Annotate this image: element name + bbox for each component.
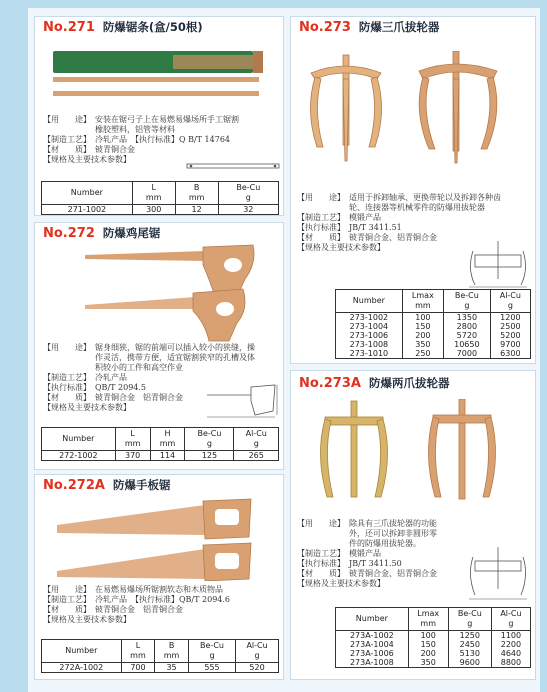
desc-key: 【执行标准】 [297,223,345,232]
desc-line [297,519,533,529]
column-header-label: Number [62,434,95,443]
desc-key: 【规格及主要技术参数】 [297,579,385,588]
desc-key: 【规格及主要技术参数】 [43,403,131,412]
desc-continuation: 作灵活，携带方便，适宜锯割狭窄的孔槽及体 [95,353,255,362]
desc-key: 【用 途】 [43,585,91,594]
column-header [121,640,155,663]
spec-table [41,427,279,461]
desc-value: 在易燃易爆场所锯割软态和木质物品 [95,585,223,594]
table-cell: 150 [402,322,443,331]
product-code: No.273 [299,19,351,35]
column-header-unit: g [245,193,251,202]
column-header-unit: g [508,619,514,628]
column-header [448,608,491,631]
table-cell: 555 [188,663,235,673]
desc-key: 【用 途】 [43,115,91,124]
desc-key: 【制造工艺】 [297,549,345,558]
desc-key: 【制造工艺】 [297,213,345,222]
column-header-label: H [164,429,171,438]
keyhole-saw-sketch [205,371,281,421]
table-cell: 273-1006 [336,331,403,340]
column-header [132,182,175,205]
desc-key: 【材 质】 [43,393,91,402]
table-cell: 150 [408,640,448,649]
column-header-unit: mm [420,619,437,628]
table-cell: 5130 [448,649,491,658]
desc-value: 铍青铜合金、铝青铜合金 [349,233,437,242]
desc-value: 冷轧产品 【执行标准】QB/T 2094.6 [95,595,231,604]
puller-sketch [465,239,533,289]
column-header [175,182,218,205]
table-header-row [42,640,279,663]
table-cell: 200 [408,649,448,658]
column-header-label: Lmax [411,291,434,300]
desc-key: 【规格及主要技术参数】 [43,615,131,624]
table-cell: 100 [408,631,448,641]
desc-key: 【制造工艺】 [43,373,91,382]
table-cell: 350 [402,340,443,349]
column-header-label: Al-Cu [246,641,268,650]
column-header-unit: g [467,619,473,628]
table-row [42,205,279,215]
desc-key: 【制造工艺】 [43,595,91,604]
table-cell: 273A-1006 [336,649,409,658]
table-cell: 4640 [491,649,530,658]
product-card-271 [34,16,284,216]
puller-sketch [465,545,533,601]
table-cell: 273A-1004 [336,640,409,649]
desc-value: JB/T 3411.51 [349,223,402,232]
table-header-row [336,608,531,631]
column-header-label: L [135,641,141,650]
column-header-label: Number [70,188,103,197]
table-cell: 700 [121,663,155,673]
column-header [234,428,279,451]
desc-value: 除具有三爪拔轮器的功能 [349,519,437,528]
table-cell: 520 [236,663,279,673]
desc-key: 【材 质】 [297,233,345,242]
product-title: 防爆锯条(盒/50根) [102,20,203,34]
column-header-label: Lmax [417,609,440,618]
table-row [336,322,531,331]
desc-line [43,595,283,605]
desc-value: 锯身细狭，锯的前端可以插入较小的狭缝，操 [95,343,255,352]
desc-value: 铍青铜合金 [95,145,135,154]
table-cell: 273A-1002 [336,631,409,641]
desc-key: 【用 途】 [43,343,91,352]
column-header-unit: g [209,651,215,660]
column-header-unit: g [464,301,470,310]
desc-key: 【执行标准】 [297,559,345,568]
table-row [336,313,531,323]
table-cell: 35 [155,663,189,673]
desc-line [297,213,533,223]
desc-line [43,115,283,125]
desc-continuation: 积较小的工件和高空作业 [95,363,183,372]
table-cell: 1200 [490,313,530,323]
column-header-label: B [168,641,175,650]
product-header [35,223,160,243]
product-title: 防爆两爪拔轮器 [368,376,450,390]
table-header-row [42,428,279,451]
column-header [336,290,403,313]
column-header [402,290,443,313]
table-cell: 2200 [491,640,530,649]
column-header [42,182,133,205]
desc-value: 模锻产品 [349,549,381,558]
desc-value [95,615,283,625]
product-code: No.272 [43,225,95,241]
table-cell: 9700 [490,340,530,349]
column-header-unit: mm [415,301,431,310]
desc-value: JB/T 3411.50 [349,559,402,568]
column-header [188,640,235,663]
table-row [336,658,531,668]
desc-line [297,223,533,233]
desc-line [43,605,283,615]
table-cell: 7000 [444,349,491,359]
column-header-unit: g [254,651,260,660]
desc-line [43,615,283,625]
column-header-label: L [130,429,135,438]
column-header-unit: mm [145,193,162,202]
table-cell: 32 [218,205,278,215]
column-header [115,428,150,451]
table-cell: 272A-1002 [42,663,122,673]
table-cell: 100 [402,313,443,323]
column-header-unit: g [253,439,259,448]
column-header [42,640,122,663]
spec-table [41,639,279,673]
product-card-273a [290,370,536,680]
spec-table [335,607,531,668]
table-cell: 125 [185,451,234,461]
column-header [42,428,116,451]
column-header [236,640,279,663]
table-row [336,631,531,641]
product-card-272 [34,222,284,470]
desc-value: QB/T 2094.5 [95,383,147,392]
table-row [42,451,279,461]
product-header [291,17,439,37]
column-header-label: Be-Cu [457,609,482,618]
desc-line [43,135,283,145]
column-header-unit: mm [159,439,176,448]
column-header [336,608,409,631]
product-title: 防爆三爪拔轮器 [358,20,440,34]
table-cell: 273A-1008 [336,658,409,668]
desc-line [43,343,283,353]
desc-key: 【制造工艺】 [43,135,91,144]
table-row [336,340,531,349]
table-row [336,331,531,340]
keyhole-saw-image [85,243,265,343]
desc-key: 【规格及主要技术参数】 [43,155,131,164]
table-cell: 265 [234,451,279,461]
table-cell: 273-1002 [336,313,403,323]
product-code: No.273A [299,375,361,391]
column-header [444,290,491,313]
desc-key: 【材 质】 [297,569,345,578]
desc-value: 冷轧产品 【执行标准】Q B/T 14764 [95,135,231,144]
column-header-unit: g [206,439,212,448]
column-header [155,640,189,663]
column-header-label: Al-Cu [500,609,522,618]
column-header-label: Be-Cu [200,641,224,650]
desc-value: 铍青铜合金、铝青铜合金 [349,569,437,578]
column-header [218,182,278,205]
product-header [35,17,203,37]
product-description [43,115,283,165]
spec-table [335,289,531,359]
table-row [336,349,531,359]
column-header-label: Number [355,614,388,623]
table-cell: 200 [402,331,443,340]
spec-table [41,181,279,215]
desc-value: 铍青铜合金 铝青铜合金 [95,393,183,402]
desc-value: 适用于拆卸轴承、更换带轮以及拆卸各种齿 [349,193,501,202]
table-cell: 350 [408,658,448,668]
column-header-unit: mm [163,651,180,660]
column-header [491,608,530,631]
table-cell: 6300 [490,349,530,359]
column-header-unit: g [507,301,513,310]
column-header-unit: mm [188,193,205,202]
table-cell: 10650 [444,340,491,349]
table-cell: 1100 [491,631,530,641]
table-cell: 370 [115,451,150,461]
product-title: 防爆鸡尾锯 [102,226,161,240]
product-code: No.271 [43,19,95,35]
column-header-label: Number [65,646,98,655]
desc-continuation: 橡胶塑料，铝管等材料 [95,125,175,134]
desc-continuation: 件的防爆用拔轮器。 [349,539,421,548]
column-header-label: B [193,183,200,192]
desc-line [43,145,283,155]
table-cell: 5720 [444,331,491,340]
table-cell: 273-1008 [336,340,403,349]
column-header-label: Be-Cu [236,183,261,192]
desc-key: 【用 途】 [297,193,345,202]
table-cell: 2500 [490,322,530,331]
table-cell: 273-1004 [336,322,403,331]
desc-continuation: 轮、连接器等机械零件的防爆用拔轮器 [349,203,485,212]
desc-value: 模锻产品 [349,213,381,222]
product-header [291,373,449,393]
product-description [43,585,283,625]
product-title: 防爆手板锯 [112,478,171,492]
table-cell: 12 [175,205,218,215]
column-header-unit: mm [130,651,146,660]
column-header [408,608,448,631]
catalog-page [28,8,540,692]
desc-key: 【材 质】 [43,605,91,614]
table-row [336,640,531,649]
desc-value: 冷轧产品 [95,373,127,382]
table-row [42,663,279,673]
saw-blades-image [53,47,265,111]
two-jaw-puller-image [301,399,527,509]
table-header-row [42,182,279,205]
column-header-label: Al-Cu [499,291,521,300]
table-cell: 300 [132,205,175,215]
table-row [336,649,531,658]
column-header-label: L [151,183,156,192]
desc-line [43,585,283,595]
three-jaw-puller-image [301,51,527,171]
desc-continuation: 外，还可以拆卸非圆形零 [349,529,437,538]
table-cell: 1350 [444,313,491,323]
table-cell: 1250 [448,631,491,641]
product-card-272a [34,474,284,680]
table-header-row [336,290,531,313]
table-cell: 5200 [490,331,530,340]
column-header-label: Number [352,296,385,305]
table-cell: 271-1002 [42,205,133,215]
column-header [185,428,234,451]
table-cell: 250 [402,349,443,359]
table-cell: 272-1002 [42,451,116,461]
desc-value: 安装在锯弓子上在易燃易爆场所手工锯割 [95,115,239,124]
column-header-unit: mm [124,439,141,448]
desc-key: 【规格及主要技术参数】 [297,243,385,252]
table-cell: 8800 [491,658,530,668]
hand-saw-image [55,497,275,581]
product-code: No.272A [43,477,105,493]
column-header-label: Be-Cu [454,291,479,300]
desc-key: 【材 质】 [43,145,91,154]
product-header [35,475,170,495]
column-header [490,290,530,313]
table-cell: 9600 [448,658,491,668]
desc-key: 【执行标准】 [43,383,91,392]
desc-value: 铍青铜合金 铝青铜合金 [95,605,183,614]
desc-line [297,193,533,203]
table-cell: 2450 [448,640,491,649]
table-cell: 273-1010 [336,349,403,359]
desc-key: 【用 途】 [297,519,345,528]
column-header [150,428,185,451]
table-cell: 2800 [444,322,491,331]
column-header-label: Be-Cu [197,429,222,438]
table-cell: 114 [150,451,185,461]
product-card-273 [290,16,536,364]
column-header-label: Al-Cu [245,429,267,438]
blade-sketch [185,159,281,173]
